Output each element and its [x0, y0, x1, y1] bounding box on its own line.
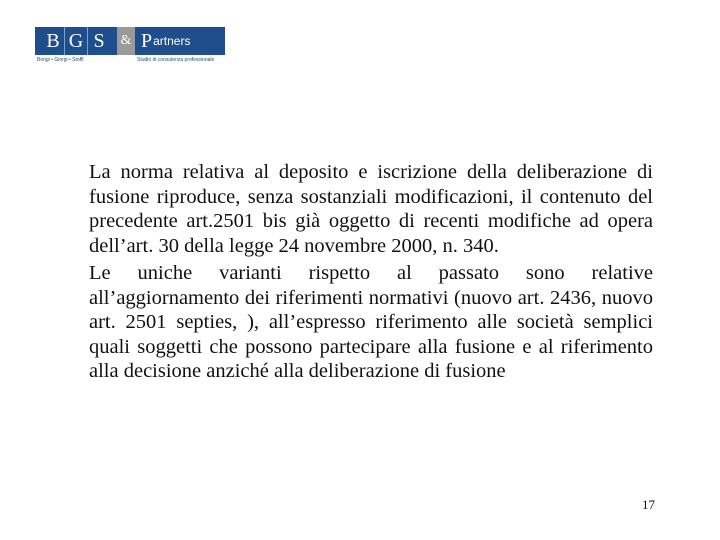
logo-partners-initial: P — [141, 29, 153, 52]
body-paragraph-2: Le uniche varianti rispetto al passato sono relative all’aggiornamento dei riferimenti normativi (nuovo art. 2436, nuovo art. 2501 septies, ), all’espresso riferimento alle società semplici quali soggetti che possono partecipare alla fusione e al riferimento alla decisione anziché alla deliberazione di fusione — [89, 262, 653, 382]
logo-tagline-right: Studio di consulenza professionale — [137, 57, 215, 63]
logo-partners-rest: artners — [153, 34, 191, 48]
logo-tagline-left: Bongi • Giorgi • Stoffl — [37, 57, 84, 63]
bgs-partners-logo — [35, 27, 225, 63]
logo-ampersand: & — [117, 27, 135, 55]
logo-letters-block — [35, 27, 117, 55]
slide-body — [89, 160, 653, 387]
logo-letter-b: B — [42, 27, 65, 55]
logo-partners-block — [135, 27, 225, 55]
body-paragraph-1: La norma relativa al deposito e iscrizione della deliberazione di fusione riproduce, senza sostanziali modificazioni, il contenuto del precedente art.2501 bis già oggetto di recenti modifiche ad opera dell’art. 30 della legge 24 novembre 2000, n. 340. — [89, 161, 653, 257]
logo-letter-g: G — [65, 27, 88, 55]
logo-letter-s: S — [93, 29, 105, 52]
page-number: 17 — [642, 497, 655, 512]
